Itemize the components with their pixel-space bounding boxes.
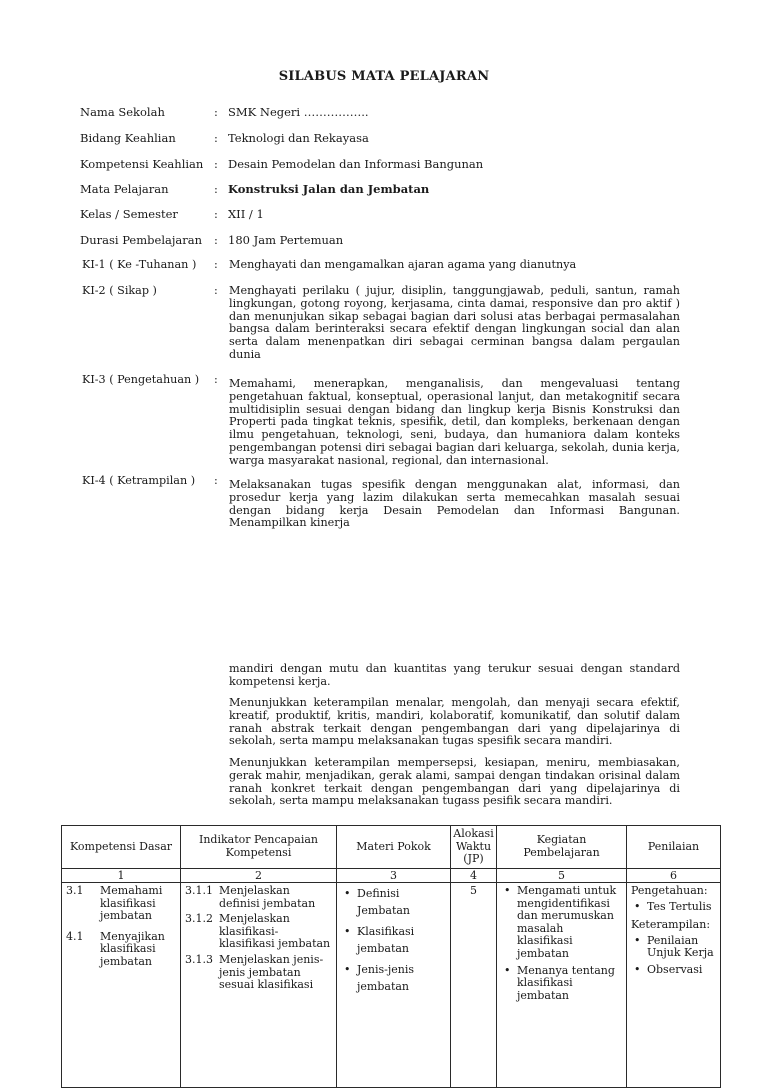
cell-kegiatan bbox=[497, 883, 627, 1088]
cell-kompetensi-dasar bbox=[62, 883, 181, 1088]
ki-colon: : bbox=[214, 373, 218, 386]
cell-alokasi-waktu: 5 bbox=[451, 883, 497, 1088]
ki-text: Menghayati dan mengamalkan ajaran agama yang dianutnya bbox=[229, 258, 577, 271]
meta-value: 180 Jam Pertemuan bbox=[228, 233, 344, 247]
meta-value: SMK Negeri …………….. bbox=[228, 105, 369, 119]
ki-4-continued-2: Menunjukkan keterampilan menalar, mengolah, dan menyaji secara efektif, kreatif, produktif, kritis, mandiri, kolaboratif, komunikatif, dan solutif dalam ranah abstrak terkait dengan pengembangan dari yang dipelajarinya di sekolah, serta mampu melaksanakan tugas spesifik secara mandiri. bbox=[229, 696, 680, 748]
indikator-number: 3.1.3 bbox=[185, 952, 213, 966]
meta-value: Desain Pemodelan dan Informasi Bangunan bbox=[228, 157, 484, 171]
list-item: • Mengamati untuk mengidentifikasi dan merumuskan masalah klasifikasi jembatan bbox=[501, 885, 622, 961]
meta-value: Konstruksi Jalan dan Jembatan bbox=[228, 182, 430, 196]
ki-colon: : bbox=[214, 284, 218, 297]
header-penilaian: Penilaian bbox=[627, 826, 721, 869]
list-item: • Jenis-jenis jembatan bbox=[341, 961, 446, 995]
kd-number: 4.1 bbox=[66, 929, 84, 943]
syllabus-table bbox=[61, 825, 721, 1088]
ki-label: KI-2 ( Sikap ) bbox=[82, 284, 157, 297]
document-title: SILABUS MATA PELAJARAN bbox=[278, 69, 490, 84]
indikator-text: Menjelaskan definisi jembatan bbox=[219, 884, 316, 910]
column-number: 2 bbox=[181, 869, 337, 883]
ki-text: Melaksanakan tugas spesifik dengan menggunakan alat, informasi, dan prosedur kerja yang lazim dilakukan serta memecahkan masalah sesuai dengan bidang kerja Desain Pemodelan dan Informasi Bangunan. Menampilkan kinerja bbox=[229, 478, 680, 530]
kd-text: Memahami klasifikasi jembatan bbox=[100, 884, 163, 923]
ki-label: KI-3 ( Pengetahuan ) bbox=[82, 373, 200, 386]
meta-colon: : bbox=[214, 105, 218, 119]
penilaian-keterampilan-list bbox=[631, 935, 716, 977]
column-number: 4 bbox=[451, 869, 497, 883]
meta-colon: : bbox=[214, 182, 218, 196]
cell-penilaian bbox=[627, 883, 721, 1088]
cell-materi-pokok bbox=[337, 883, 451, 1088]
kd-item bbox=[66, 931, 176, 969]
meta-label: Kompetensi Keahlian bbox=[80, 157, 204, 171]
list-item: • Observasi bbox=[631, 964, 716, 977]
header-materi-pokok: Materi Pokok bbox=[337, 826, 451, 869]
table-header-row bbox=[62, 826, 721, 869]
ki-4-continued-3: Menunjukkan keterampilan mempersepsi, kesiapan, meniru, membiasakan, gerak mahir, menjadikan, gerak alami, sampai dengan tindakan orisinal dalam ranah konkret terkait dengan pengembangan dari yang dipelajarinya di sekolah, serta mampu melaksanakan tugass pesifik secara mandiri. bbox=[229, 756, 680, 808]
ki-text: Memahami, menerapkan, menganalisis, dan mengevaluasi tentang pengetahuan faktual, konseptual, operasional lanjut, dan metakognitif secara multidisiplin sesuai dengan bidang dan lingkup kerja Bisnis Konstruksi dan Properti pada tingkat teknis, spesifik, detil, dan kompleks, berkenaan dengan ilmu pengetahuan, teknologi, seni, budaya, dan humaniora dalam konteks pengembangan potensi diri sebagai bagian dari keluarga, sekolah, dunia kerja, warga masyarakat nasional, regional, dan internasional. bbox=[229, 377, 680, 467]
meta-colon: : bbox=[214, 157, 218, 171]
indikator-item bbox=[185, 885, 332, 910]
kd-text: Menyajikan klasifikasi jembatan bbox=[100, 929, 165, 968]
header-indikator: Indikator Pencapaian Kompetensi bbox=[181, 826, 337, 869]
meta-value: XII / 1 bbox=[228, 207, 264, 221]
meta-colon: : bbox=[214, 131, 218, 145]
table-number-row bbox=[62, 869, 721, 883]
ki-text: Menghayati perilaku ( jujur, disiplin, tanggungjawab, peduli, santun, ramah lingkungan, gotong royong, kerjasama, cinta damai, responsive dan pro aktif ) dan menunjukan sikap sebagai bagian dari solusi atas berbagai permasalahan bangsa dalam berinteraksi secara efektif dengan lingkungan social dan alan serta dalam menenpatkan diri sebagai cerminan bangsa dalam pergaulan dunia bbox=[229, 284, 680, 361]
penilaian-pengetahuan-list bbox=[631, 901, 716, 914]
header-alokasi-waktu: Alokasi Waktu (JP) bbox=[451, 826, 497, 869]
list-item: • Menanya tentang klasifikasi jembatan bbox=[501, 965, 622, 1003]
ki-label: KI-4 ( Ketrampilan ) bbox=[82, 474, 196, 487]
meta-colon: : bbox=[214, 207, 218, 221]
meta-label: Kelas / Semester bbox=[80, 207, 178, 221]
column-number: 5 bbox=[497, 869, 627, 883]
indikator-number: 3.1.2 bbox=[185, 912, 213, 926]
list-item: • Tes Tertulis bbox=[631, 901, 716, 914]
meta-colon: : bbox=[214, 233, 218, 247]
meta-label: Mata Pelajaran bbox=[80, 182, 169, 196]
kegiatan-list bbox=[501, 885, 622, 1002]
ki-colon: : bbox=[214, 474, 218, 487]
meta-label: Durasi Pembelajaran bbox=[80, 233, 203, 247]
indikator-item bbox=[185, 954, 332, 992]
column-number: 3 bbox=[337, 869, 451, 883]
indikator-text: Menjelaskan jenis-jenis jembatan sesuai klasifikasi bbox=[219, 952, 324, 992]
table-row bbox=[62, 883, 721, 1088]
indikator-text: Menjelaskan klasifikasi-klasifikasi jembatan bbox=[219, 912, 331, 951]
meta-value: Teknologi dan Rekayasa bbox=[228, 131, 369, 145]
ki-label: KI-1 ( Ke -Tuhanan ) bbox=[82, 258, 197, 271]
column-number: 1 bbox=[62, 869, 181, 883]
kd-item bbox=[66, 885, 176, 923]
penilaian-pengetahuan-label: Pengetahuan: bbox=[631, 884, 708, 897]
indikator-item bbox=[185, 913, 332, 951]
header-kegiatan: Kegiatan Pembelajaran bbox=[497, 826, 627, 869]
column-number: 6 bbox=[627, 869, 721, 883]
indikator-number: 3.1.1 bbox=[185, 884, 213, 897]
materi-list bbox=[341, 885, 446, 995]
ki-4-continued-1: mandiri dengan mutu dan kuantitas yang terukur sesuai dengan standard kompetensi kerja. bbox=[229, 662, 680, 688]
list-item: • Definisi Jembatan bbox=[341, 885, 446, 919]
meta-label: Bidang Keahlian bbox=[80, 131, 176, 145]
meta-label: Nama Sekolah bbox=[80, 105, 165, 119]
header-kompetensi-dasar: Kompetensi Dasar bbox=[62, 826, 181, 869]
cell-indikator bbox=[181, 883, 337, 1088]
penilaian-keterampilan-label: Keterampilan: bbox=[631, 918, 711, 932]
ki-colon: : bbox=[214, 258, 218, 271]
kd-number: 3.1 bbox=[66, 884, 84, 897]
list-item: • Penilaian Unjuk Kerja bbox=[631, 935, 716, 960]
list-item: • Klasifikasi jembatan bbox=[341, 923, 446, 957]
